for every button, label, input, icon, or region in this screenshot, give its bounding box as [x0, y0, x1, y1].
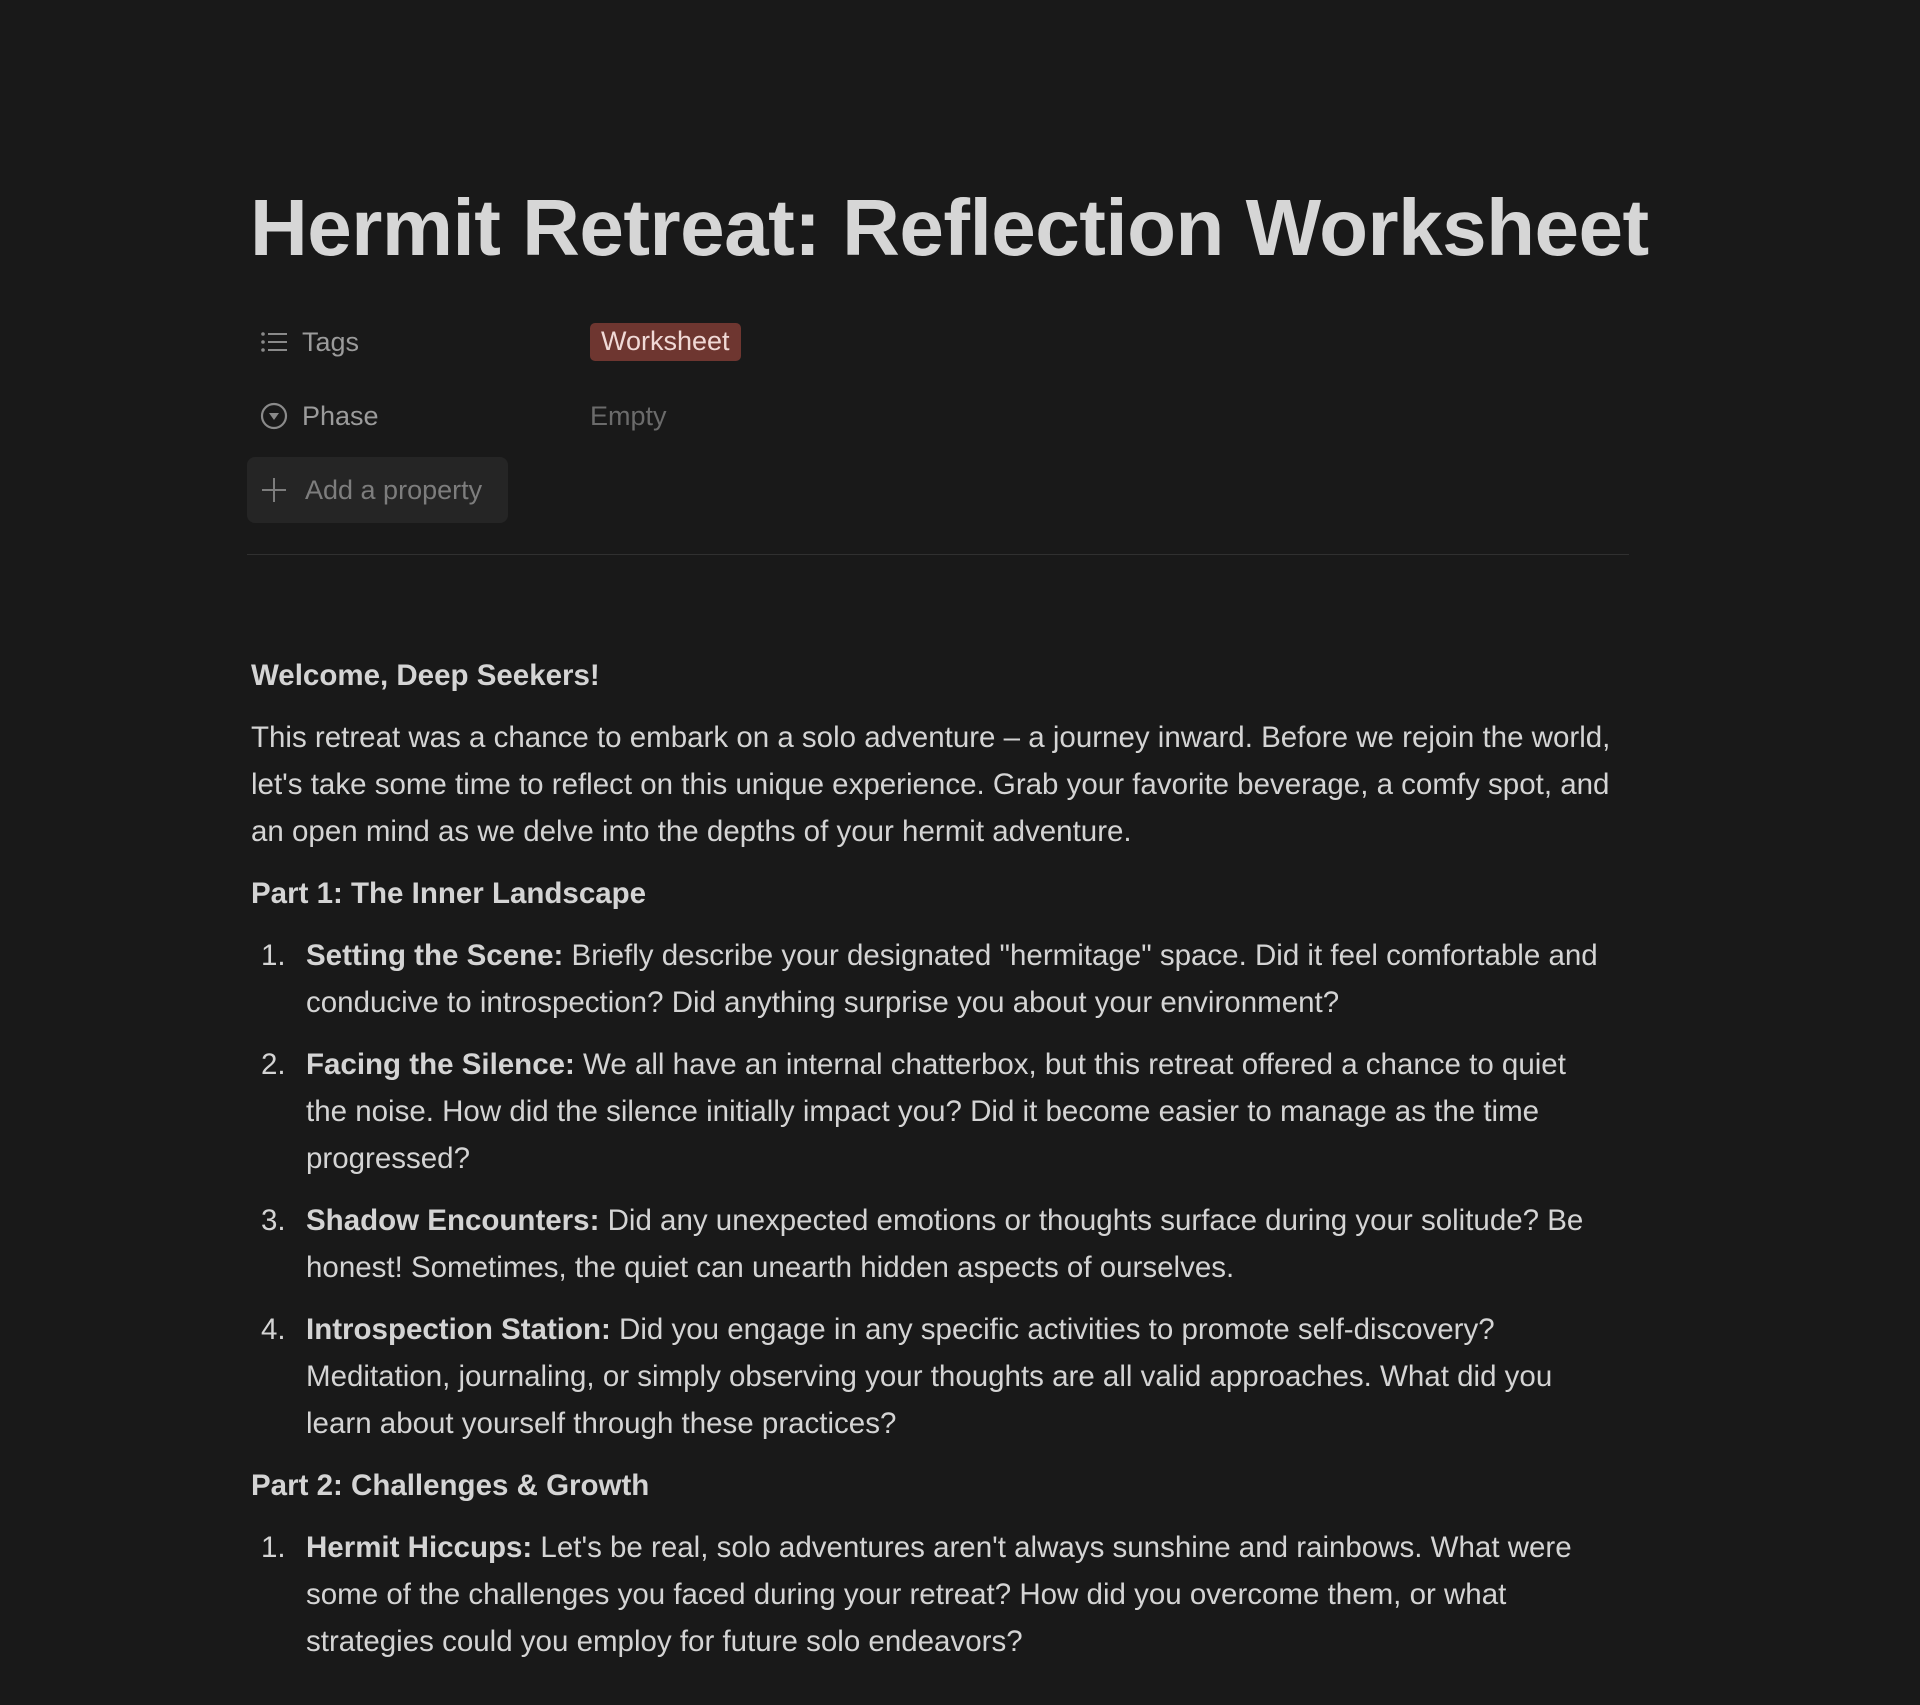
part1-heading[interactable]: Part 1: The Inner Landscape	[251, 877, 647, 910]
list-item[interactable]	[251, 1524, 1626, 1665]
list-item-title: Shadow Encounters:	[306, 1204, 600, 1237]
intro-paragraph[interactable]: This retreat was a chance to embark on a solo adventure – a journey inward. Before we rejoin the world, let's take some time to reflect on this unique experience. Grab your favorite beverage, a comfy spot, and an open mind as we delve into the depths of your hermit adventure.	[251, 721, 1611, 848]
tag-worksheet[interactable]: Worksheet	[590, 323, 741, 361]
property-name-tags[interactable]	[250, 327, 590, 358]
property-label-tags: Tags	[302, 326, 360, 357]
list-item-text: We all have an internal chatterbox, but this retreat offered a chance to quiet the noise. How did the silence initially impact you? Did it become easier to manage as the time progressed?	[306, 1048, 1566, 1175]
list-item-title: Setting the Scene:	[306, 939, 564, 972]
list-item-title: Hermit Hiccups:	[306, 1531, 533, 1564]
list-item-text: Briefly describe your designated "hermitage" space. Did it feel comfortable and conducive to introspection? Did anything surprise you about your environment?	[306, 939, 1598, 1019]
list-number: 2.	[261, 1048, 286, 1081]
status-circle-icon	[259, 401, 289, 431]
property-value-tags[interactable]	[590, 323, 741, 361]
property-label-phase: Phase	[302, 400, 379, 431]
list-number: 4.	[261, 1313, 286, 1346]
list-item-text: Let's be real, solo adventures aren't always sunshine and rainbows. What were some of the challenges you faced during your retreat? How did you overcome them, or what strategies could you employ for future solo endeavors?	[306, 1531, 1572, 1658]
list-item[interactable]	[251, 1041, 1626, 1182]
list-item[interactable]	[251, 932, 1626, 1026]
property-value-phase[interactable]	[590, 401, 667, 432]
property-row-phase	[250, 392, 667, 440]
part2-heading[interactable]: Part 2: Challenges & Growth	[251, 1469, 650, 1502]
property-row-tags	[250, 318, 741, 366]
list-item-text: Did any unexpected emotions or thoughts surface during your solitude? Be honest! Sometimes, the quiet can unearth hidden aspects of ourselves.	[306, 1204, 1584, 1284]
list-number: 1.	[261, 939, 286, 972]
property-name-phase[interactable]	[250, 401, 590, 432]
list-number: 1.	[261, 1531, 286, 1564]
list-number: 3.	[261, 1204, 286, 1237]
list-icon	[259, 327, 289, 357]
plus-icon	[259, 475, 289, 505]
properties-divider	[247, 554, 1629, 555]
welcome-heading[interactable]: Welcome, Deep Seekers!	[251, 659, 600, 692]
part2-list	[251, 1524, 1626, 1665]
list-item[interactable]	[251, 1306, 1626, 1447]
list-item-text: Did you engage in any specific activities to promote self-discovery? Meditation, journaling, or simply observing your thoughts are all valid approaches. What did you learn about yourself through these practices?	[306, 1313, 1553, 1440]
add-property-button[interactable]	[247, 457, 508, 523]
page-content	[251, 652, 1626, 1680]
empty-placeholder: Empty	[590, 400, 667, 431]
part1-list	[251, 932, 1626, 1447]
list-item-title: Introspection Station:	[306, 1313, 611, 1346]
page-title[interactable]: Hermit Retreat: Reflection Worksheet	[250, 183, 1649, 272]
list-item[interactable]	[251, 1197, 1626, 1291]
list-item-title: Facing the Silence:	[306, 1048, 575, 1081]
add-property-label: Add a property	[305, 474, 483, 505]
